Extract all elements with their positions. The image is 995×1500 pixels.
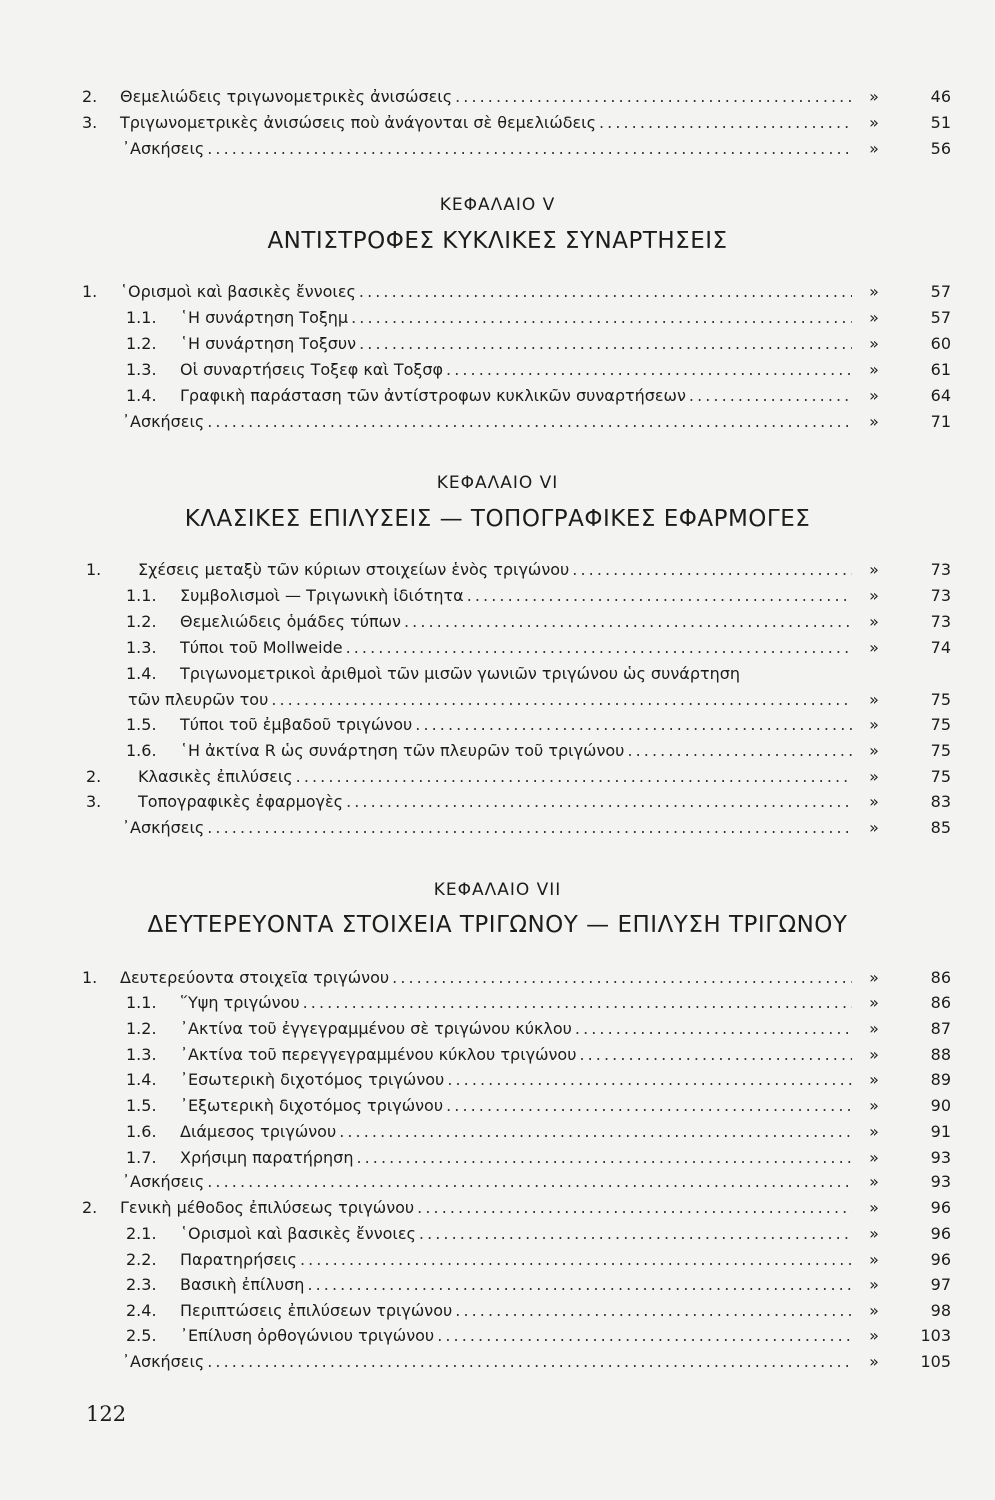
ditto-mark: » [869,1326,879,1345]
ditto-mark: » [869,1352,879,1371]
entry-number: 1. [82,968,98,987]
ditto-mark: » [869,741,879,760]
toc-entry [0,1016,995,1042]
entry-title: Γραφικὴ παράσταση τῶν ἀντίστροφων κυκλικῶν συναρτήσεων [180,386,686,405]
entry-leader [180,1119,852,1145]
entry-page: 96 [930,1250,951,1269]
entry-title: ᾿Εξωτερικὴ διχοτόμος τριγώνου [180,1096,444,1115]
ditto-mark: » [869,308,879,327]
entry-leader [120,965,852,991]
entry-number: 1.5. [126,1096,157,1115]
toc-entry [0,84,995,110]
ditto-mark: » [869,612,879,631]
entry-page: 87 [930,1019,951,1038]
ditto-mark: » [869,1148,879,1167]
toc-entry [0,687,995,713]
entry-leader [180,1145,852,1171]
dot-leader [392,965,852,991]
entry-page: 75 [930,767,951,786]
entry-number: 1.4. [126,664,157,683]
entry-leader [122,1169,852,1195]
toc-entry [0,1349,995,1375]
dot-leader [207,1349,852,1375]
dot-leader [446,357,852,383]
entry-number: 1.2. [126,334,157,353]
entry-leader [138,764,852,790]
dot-leader [455,1298,852,1324]
entry-page: 89 [930,1070,951,1089]
entry-leader [180,1272,852,1298]
dot-leader [300,1247,852,1273]
dot-leader [207,815,852,841]
entry-number: 1.1. [126,993,157,1012]
entry-page: 86 [930,993,951,1012]
entry-leader [180,738,852,764]
entry-leader [180,357,852,383]
entry-page: 71 [930,412,951,431]
entry-page: 88 [930,1045,951,1064]
dot-leader [575,1016,852,1042]
entry-number: 1.2. [126,612,157,631]
dot-leader [689,383,852,409]
entry-page: 57 [930,308,951,327]
entry-page: 75 [930,690,951,709]
entry-page: 98 [930,1301,951,1320]
toc-entry [0,110,995,136]
dot-leader [356,1145,852,1171]
entry-title: ῾Ορισμοὶ καὶ βασικὲς ἔννοιες [180,1224,416,1243]
entry-page: 51 [930,113,951,132]
entry-page: 83 [930,792,951,811]
entry-title: τῶν πλευρῶν του [128,690,269,709]
entry-page: 73 [930,560,951,579]
entry-page: 56 [930,139,951,158]
ditto-mark: » [869,360,879,379]
toc-entry [0,557,995,583]
ditto-mark: » [869,1122,879,1141]
entry-page: 75 [930,741,951,760]
dot-leader [303,990,852,1016]
toc-entry [0,1067,995,1093]
entry-number: 1.4. [126,386,157,405]
dot-leader [437,1323,852,1349]
entry-page: 75 [930,715,951,734]
entry-title: Θεμελιώδεις τριγωνομετρικὲς ἀνισώσεις [120,87,453,106]
dot-leader [359,279,852,305]
toc-entry [0,383,995,409]
toc-entry [0,764,995,790]
toc-entry [0,815,995,841]
entry-leader [180,990,852,1016]
chapter-title: ΑΝΤΙΣΤΡΟΦΕΣ ΚΥΚΛΙΚΕΣ ΣΥΝΑΡΤΗΣΕΙΣ [267,228,728,254]
entry-title: Διάμεσος τριγώνου [180,1122,337,1141]
entry-title: Κλασικὲς ἐπιλύσεις [138,767,293,786]
chapter-title: ΚΛΑΣΙΚΕΣ ΕΠΙΛΥΣΕΙΣ — ΤΟΠΟΓΡΑΦΙΚΕΣ ΕΦΑΡΜΟΓΕΣ [184,506,811,532]
ditto-mark: » [869,282,879,301]
entry-page: 90 [930,1096,951,1115]
toc-entry [0,661,995,687]
entry-leader [122,815,852,841]
entry-number: 1. [82,282,98,301]
entry-number: 1.2. [126,1019,157,1038]
ditto-mark: » [869,1250,879,1269]
entry-title: ῾Η συνάρτηση Τοξημ [180,308,349,327]
dot-leader [404,609,852,635]
entry-title: Συμβολισμοὶ — Τριγωνικὴ ἰδιότητα [180,586,464,605]
toc-entry [0,583,995,609]
entry-leader [138,789,852,815]
dot-leader [346,789,852,815]
entry-title: Θεμελιώδεις ὁμάδες τύπων [180,612,401,631]
entry-page: 97 [930,1275,951,1294]
toc-entry [0,1323,995,1349]
chapter-label: ΚΕΦΑΛΑΙΟ V [439,195,556,215]
ditto-mark: » [869,87,879,106]
entry-leader [180,305,852,331]
entry-page: 61 [930,360,951,379]
entry-title: ᾿Ακτίνα τοῦ ἐγγεγραμμένου σὲ τριγώνου κύκλου [180,1019,572,1038]
entry-number: 1. [86,560,102,579]
entry-number: 1.1. [126,586,157,605]
entry-number: 1.3. [126,638,157,657]
toc-entry [0,1221,995,1247]
entry-leader [180,583,852,609]
ditto-mark: » [869,792,879,811]
entry-leader [122,1349,852,1375]
entry-page: 73 [930,586,951,605]
entry-page: 96 [930,1198,951,1217]
entry-number: 2.3. [126,1275,157,1294]
toc-entry [0,136,995,162]
entry-page: 57 [930,282,951,301]
ditto-mark: » [869,560,879,579]
entry-page: 64 [930,386,951,405]
entry-title: ᾿Ακτίνα τοῦ περεγγεγραμμένου κύκλου τριγώνου [180,1045,577,1064]
entry-leader [120,84,852,110]
entry-number: 1.6. [126,1122,157,1141]
toc-entry [0,1272,995,1298]
entry-page: 74 [930,638,951,657]
entry-title: ῾Η συνάρτηση Τοξσυν [180,334,357,353]
entry-number: 2.2. [126,1250,157,1269]
entry-number: 1.4. [126,1070,157,1089]
ditto-mark: » [869,1172,879,1191]
dot-leader [207,1169,852,1195]
toc-entry [0,357,995,383]
dot-leader [417,1195,852,1221]
toc-entry [0,1042,995,1068]
dot-leader [419,1221,852,1247]
toc-entry [0,1093,995,1119]
entry-title: Γενικὴ μέθοδος ἐπιλύσεως τριγώνου [120,1198,415,1217]
ditto-mark: » [869,139,879,158]
dot-leader [415,712,852,738]
entry-leader [180,1042,852,1068]
toc-entry [0,1247,995,1273]
entry-leader [180,1323,852,1349]
toc-entry [0,1145,995,1171]
entry-leader [128,687,852,713]
toc-entry [0,965,995,991]
entry-title: ᾿Ασκήσεις [122,818,205,837]
entry-title: Τριγωνομετρικοὶ ἀριθμοὶ τῶν μισῶν γωνιῶν τριγώνου ὡς συνάρτηση [180,664,741,683]
entry-title: ᾿Εσωτερικὴ διχοτόμος τριγώνου [180,1070,445,1089]
entry-number: 1.3. [126,360,157,379]
ditto-mark: » [869,638,879,657]
entry-number: 2. [86,767,102,786]
entry-title: ῞Υψη τριγώνου [180,993,300,1012]
ditto-mark: » [869,818,879,837]
entry-leader [120,1195,852,1221]
chapter-title: ΔΕΥΤΕΡΕΥΟΝΤΑ ΣΤΟΙΧΕΙΑ ΤΡΙΓΩΝΟΥ — ΕΠΙΛΥΣΗ ΤΡΙΓΩΝΟΥ [147,912,848,938]
dot-leader [446,1093,852,1119]
dot-leader [346,635,852,661]
toc-entry [0,331,995,357]
dot-leader [307,1272,852,1298]
entry-title: ῾Ορισμοὶ καὶ βασικὲς ἔννοιες [120,282,356,301]
entry-leader [180,635,852,661]
entry-title: ᾿Ασκήσεις [122,1172,205,1191]
entry-page: 85 [930,818,951,837]
entry-leader [180,1298,852,1324]
dot-leader [447,1067,852,1093]
entry-leader [138,557,852,583]
entry-page: 105 [920,1352,951,1371]
chapter-label: ΚΕΦΑΛΑΙΟ VI [436,473,559,493]
toc-entry [0,635,995,661]
entry-number: 2.4. [126,1301,157,1320]
ditto-mark: » [869,1198,879,1217]
entry-title: Τριγωνομετρικὲς ἀνισώσεις ποὺ ἀνάγονται σὲ θεμελιώδεις [120,113,596,132]
entry-leader [180,609,852,635]
ditto-mark: » [869,690,879,709]
toc-entry [0,609,995,635]
dot-leader [467,583,852,609]
ditto-mark: » [869,1070,879,1089]
entry-leader [122,409,852,435]
dot-leader [207,136,852,162]
entry-leader [120,279,852,305]
toc-entry [0,279,995,305]
entry-title: Δευτερεύοντα στοιχεῖα τριγώνου [120,968,390,987]
entry-title: ᾿Ασκήσεις [122,139,205,158]
toc-entry [0,712,995,738]
entry-leader [120,110,852,136]
dot-leader [207,409,852,435]
entry-leader [180,383,852,409]
ditto-mark: » [869,1224,879,1243]
entry-title: Τοπογραφικὲς ἐφαρμογὲς [138,792,344,811]
ditto-mark: » [869,334,879,353]
entry-leader [180,331,852,357]
entry-title: Οἱ συναρτήσεις Τοξεφ καὶ Τοξσφ [180,360,444,379]
entry-page: 93 [930,1172,951,1191]
chapter-label: ΚΕΦΑΛΑΙΟ VII [433,880,562,900]
dot-leader [271,687,852,713]
ditto-mark: » [869,993,879,1012]
entry-title: Τύποι τοῦ Mollweide [180,638,343,657]
entry-number: 2. [82,87,98,106]
toc-entry [0,738,995,764]
dot-leader [339,1119,852,1145]
entry-number: 1.3. [126,1045,157,1064]
entry-page: 46 [930,87,951,106]
toc-entry [0,1169,995,1195]
entry-page: 91 [930,1122,951,1141]
dot-leader [599,110,852,136]
ditto-mark: » [869,715,879,734]
dot-leader [579,1042,852,1068]
entry-page: 60 [930,334,951,353]
entry-number: 2.5. [126,1326,157,1345]
entry-page: 93 [930,1148,951,1167]
ditto-mark: » [869,113,879,132]
toc-entry [0,409,995,435]
ditto-mark: » [869,1019,879,1038]
entry-leader [180,712,852,738]
ditto-mark: » [869,767,879,786]
entry-number: 3. [82,113,98,132]
page-number: 122 [86,1402,127,1426]
dot-leader [455,84,852,110]
dot-leader [296,764,852,790]
dot-leader [627,738,852,764]
entry-leader [180,1221,852,1247]
ditto-mark: » [869,1096,879,1115]
entry-page: 73 [930,612,951,631]
entry-title: ῾Η ἀκτίνα R ὡς συνάρτηση τῶν πλευρῶν τοῦ τριγώνου [180,741,625,760]
entry-title: ᾿Ασκήσεις [122,1352,205,1371]
entry-leader [180,1093,852,1119]
ditto-mark: » [869,1275,879,1294]
entry-page: 96 [930,1224,951,1243]
dot-leader [351,305,852,331]
entry-title: Βασικὴ ἐπίλυση [180,1275,305,1294]
entry-title: Τύποι τοῦ ἐμβαδοῦ τριγώνου [180,715,413,734]
entry-page: 86 [930,968,951,987]
ditto-mark: » [869,1301,879,1320]
entry-title: Περιπτώσεις ἐπιλύσεων τριγώνου [180,1301,453,1320]
entry-number: 1.7. [126,1148,157,1167]
entry-number: 2.1. [126,1224,157,1243]
toc-entry [0,1119,995,1145]
ditto-mark: » [869,1045,879,1064]
entry-leader [180,1067,852,1093]
entry-title: Παρατηρήσεις [180,1250,297,1269]
toc-entry [0,305,995,331]
entry-title: Σχέσεις μεταξὺ τῶν κύριων στοιχείων ἑνὸς τριγώνου [138,560,570,579]
entry-number: 1.5. [126,715,157,734]
toc-entry [0,990,995,1016]
entry-number: 3. [86,792,102,811]
entry-leader [180,1247,852,1273]
ditto-mark: » [869,586,879,605]
entry-title: ᾿Ασκήσεις [122,412,205,431]
entry-page: 103 [920,1326,951,1345]
entry-number: 1.6. [126,741,157,760]
ditto-mark: » [869,386,879,405]
toc-entry [0,1195,995,1221]
dot-leader [572,557,852,583]
toc-entry [0,789,995,815]
entry-title: Χρήσιμη παρατήρηση [180,1148,354,1167]
toc-entry [0,1298,995,1324]
dot-leader [359,331,852,357]
entry-leader [180,1016,852,1042]
ditto-mark: » [869,968,879,987]
ditto-mark: » [869,412,879,431]
entry-leader [122,136,852,162]
entry-number: 2. [82,1198,98,1217]
entry-title: ᾿Επίλυση ὀρθογώνιου τριγώνου [180,1326,435,1345]
entry-leader [180,661,852,687]
entry-number: 1.1. [126,308,157,327]
